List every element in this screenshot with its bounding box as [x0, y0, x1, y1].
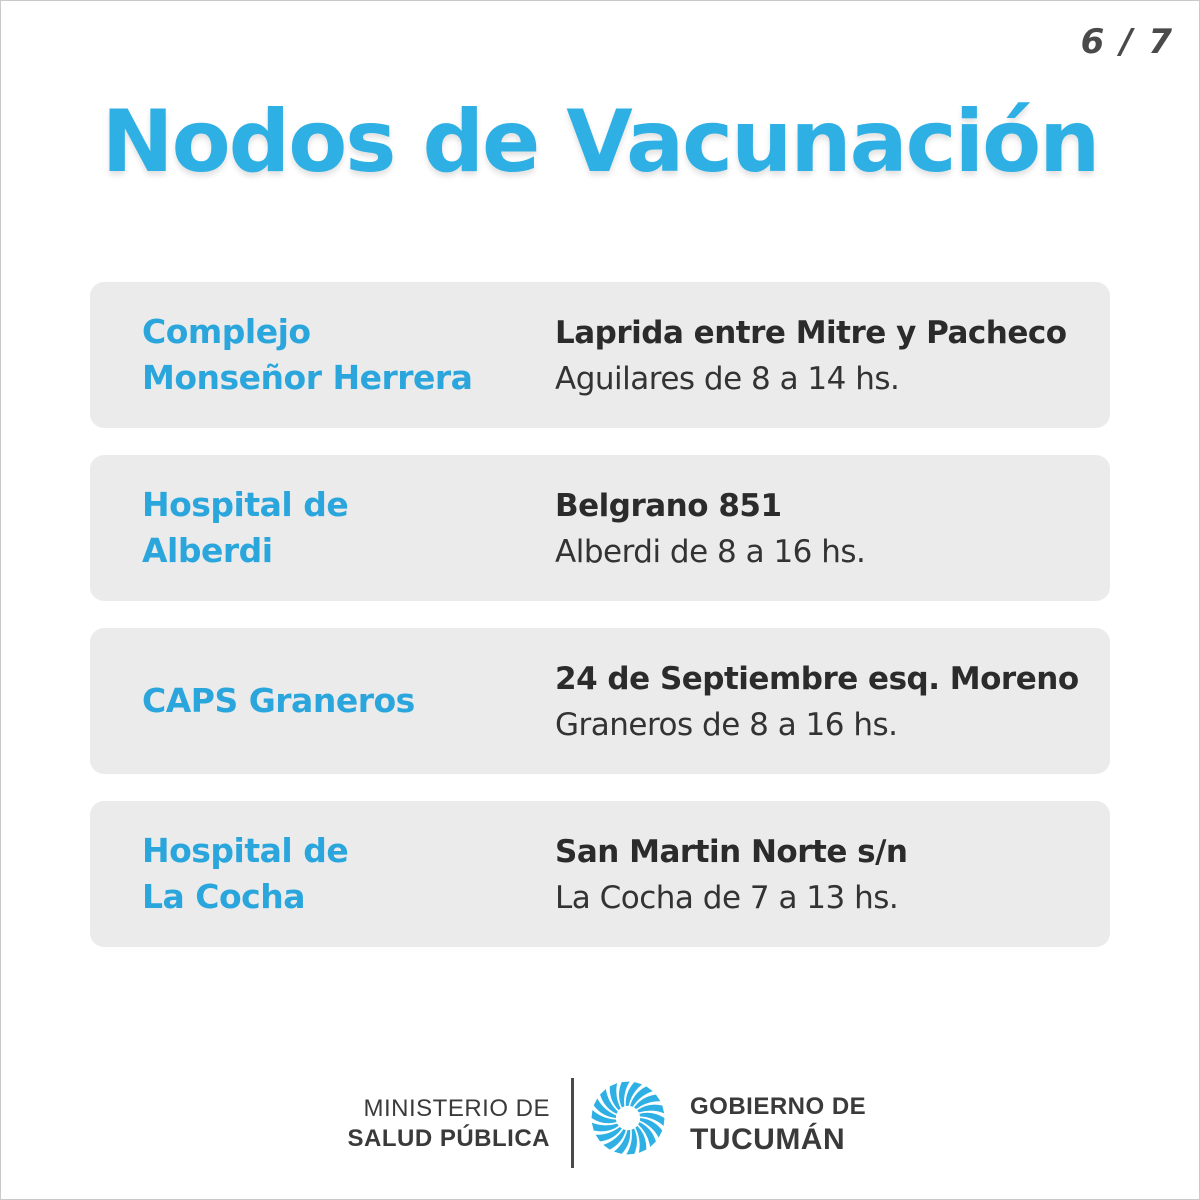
sun-ray: [637, 1105, 664, 1114]
node-address: 24 de Septiembre esq. Moreno: [555, 661, 1079, 697]
ministry-line2: SALUD PÚBLICA: [347, 1125, 550, 1152]
ministry-logo: [348, 1094, 551, 1154]
node-name: CAPS Graneros: [142, 681, 415, 720]
node-schedule: Graneros de 8 a 16 hs.: [555, 707, 898, 743]
ministry-line1: MINISTERIO DE: [363, 1095, 550, 1122]
sun-rays-icon: [590, 1080, 666, 1156]
node-info: [555, 829, 1095, 921]
vaccination-nodes-list: [90, 282, 1110, 974]
government-line1: GOBIERNO DE: [690, 1093, 867, 1120]
node-schedule: Alberdi de 8 a 16 hs.: [555, 534, 866, 570]
sun-ray: [592, 1123, 619, 1132]
node-info: [555, 483, 1095, 575]
node-card: [90, 801, 1110, 947]
node-address: Laprida entre Mitre y Pacheco: [555, 315, 1067, 351]
node-info: [555, 310, 1095, 402]
node-schedule: La Cocha de 7 a 13 hs.: [555, 880, 899, 916]
page-indicator: 6 / 7: [1080, 22, 1174, 62]
node-card: [90, 282, 1110, 428]
node-schedule: Aguilares de 8 a 14 hs.: [555, 361, 900, 397]
node-name: Complejo Monseñor Herrera: [142, 312, 473, 397]
node-address: San Martin Norte s/n: [555, 834, 908, 870]
node-name: Hospital de La Cocha: [142, 831, 349, 916]
node-info: [555, 656, 1095, 748]
node-address: Belgrano 851: [555, 488, 782, 524]
node-name: Hospital de Alberdi: [142, 485, 349, 570]
government-logo: [690, 1092, 866, 1158]
node-card: [90, 455, 1110, 601]
page-title: Nodos de Vacunación: [101, 92, 1099, 192]
logo-divider: [571, 1078, 574, 1168]
government-line2: TUCUMÁN: [690, 1123, 846, 1156]
node-card: [90, 628, 1110, 774]
footer-logos: [0, 1078, 1200, 1170]
